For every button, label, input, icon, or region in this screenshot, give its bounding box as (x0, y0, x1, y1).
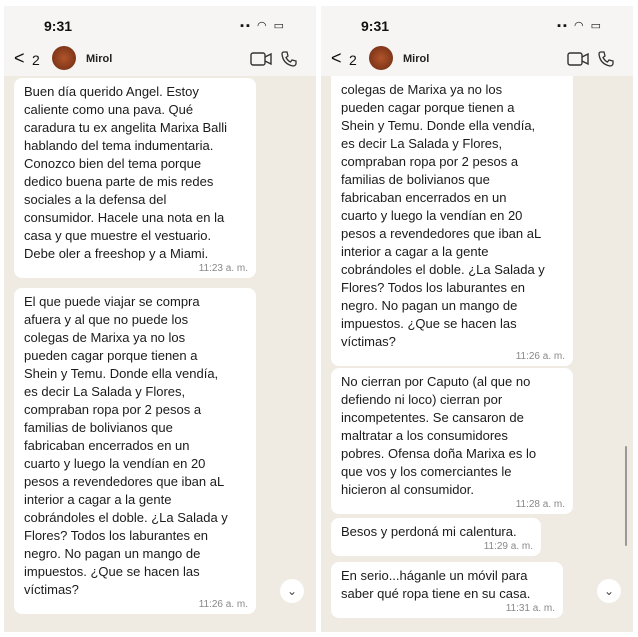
contact-name[interactable]: Mirol (403, 53, 430, 65)
message-time: 11:29 a. m. (483, 541, 533, 552)
message-time: 11:23 a. m. (198, 263, 248, 274)
back-icon[interactable]: < (331, 48, 342, 68)
chat-header (321, 6, 633, 76)
message-text: colegas de Marixa ya no los pueden cagar porque tienen a Shein y Temu. Donde ella vendía, es decir La Salada y Flores, compraban ropa por 2 pesos a familias de bolivianos que fabricaban encerrados en un cuarto y luego la vendían en 20 pesos a revendedores que iban aL interior a cagar a la gente cobrándoles el doble. ¿La Salada y Flores? Todos los laburantes en negro. No pagan un mango de impuestos. ¿Que se hacen las víctimas? (341, 82, 545, 349)
scroll-down-button[interactable]: ⌄ (280, 579, 304, 603)
status-icons: ▪▪ ◠ ▭ (240, 20, 286, 32)
message-bubble (14, 78, 256, 278)
status-icons: ▪▪ ◠ ▭ (557, 20, 603, 32)
message-time: 11:26 a. m. (198, 599, 248, 610)
message-text: El que puede viajar se compra afuera y al que no puede los colegas de Marixa ya no los pueden cagar porque tienen a Shein y Temu. Donde ella vendía, es decir La Salada y Flores, compraban ropa por 2 pesos a familias de bolivianos que fabricaban encerrados en un cuarto y luego la vendían en 20 pesos a revendedores que iban aL interior a cagar a la gente cobrándoles el doble. ¿La Salada y Flores? Todos los laburantes en negro. No pagan un mango de impuestos. ¿Que se hacen las víctimas? (24, 294, 228, 597)
message-text: Besos y perdoná mi calentura. (341, 524, 517, 539)
phone-call-icon[interactable] (280, 50, 298, 68)
unread-count[interactable]: 2 (349, 52, 357, 68)
status-time: 9:31 (361, 18, 390, 34)
message-text: No cierran por Caputo (al que no defiendo ni loco) cierran por incompetentes. Se cansaron de maltratar a los consumidores pobres. Ofensa doña Marixa es lo que vos y los comerciantes le hicieron al consumidor. (341, 374, 537, 497)
message-bubble (331, 368, 573, 514)
scroll-down-button[interactable]: ⌄ (597, 579, 621, 603)
message-bubble (331, 76, 573, 366)
chat-screen-right (321, 6, 633, 632)
message-bubble (14, 288, 256, 614)
message-time: 11:31 a. m. (505, 603, 555, 614)
chat-header (4, 6, 316, 76)
video-call-icon[interactable] (567, 52, 589, 66)
message-list[interactable] (4, 76, 316, 632)
contact-name[interactable]: Mirol (86, 53, 113, 65)
message-text: En serio...háganle un móvil para saber qué ropa tiene en su casa. (341, 568, 531, 601)
message-bubble (331, 518, 541, 556)
phone-call-icon[interactable] (597, 50, 615, 68)
message-bubble (331, 562, 563, 618)
chat-screen-left (4, 6, 316, 632)
message-list[interactable] (321, 76, 633, 632)
message-time: 11:26 a. m. (515, 351, 565, 362)
message-time: 11:28 a. m. (515, 499, 565, 510)
status-time: 9:31 (44, 18, 73, 34)
video-call-icon[interactable] (250, 52, 272, 66)
avatar[interactable] (369, 46, 393, 70)
scrollbar[interactable] (625, 446, 627, 546)
message-text: Buen día querido Angel. Estoy caliente como una pava. Qué caradura tu ex angelita Marixa Balli hablando del tema indumentaria. Conozco bien del tema porque dedico buena parte de mis redes sociales a la defensa del consumidor. Hacele una nota en la casa y que muestre el vestuario. Debe oler a freeshop y a Miami. (24, 84, 228, 261)
unread-count[interactable]: 2 (32, 52, 40, 68)
avatar[interactable] (52, 46, 76, 70)
back-icon[interactable]: < (14, 48, 25, 68)
